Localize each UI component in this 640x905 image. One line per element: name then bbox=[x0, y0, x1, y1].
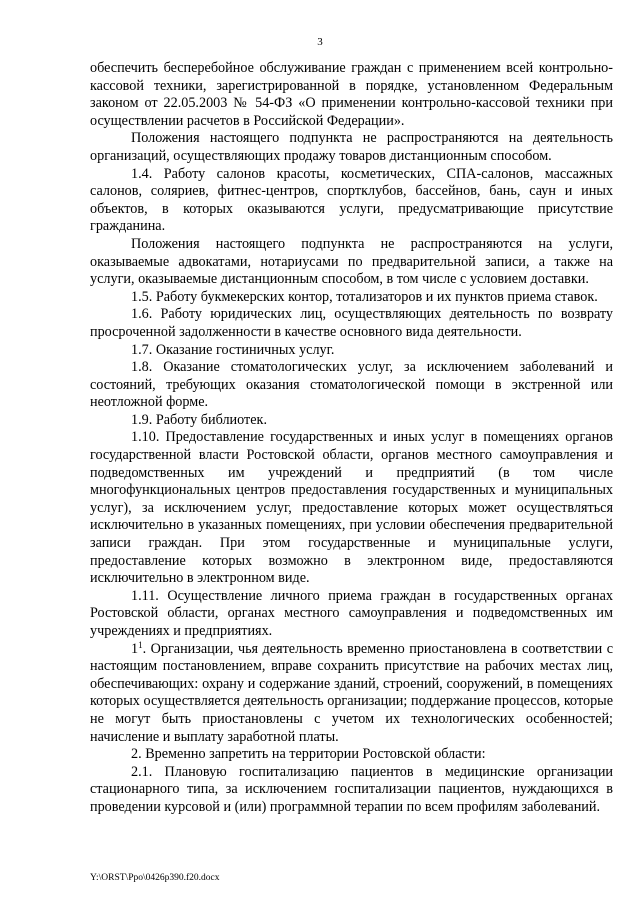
paragraph: Положения настоящего подпункта не распространяются на услуги, оказываемые адвокатами, нотариусами по предварительной записи, а также на услуги, оказываемые дистанционным способом, в том числе с условием доставки. bbox=[90, 235, 613, 288]
footnote-number: 1 bbox=[131, 640, 139, 657]
paragraph-item-1-4: 1.4. Работу салонов красоты, косметических, СПА-салонов, массажных салонов, соляриев, фитнес-центров, спортклубов, бассейнов, бань, саун и иных объектов, в которых оказываются услуги, предусматривающие присутствие гражданина. bbox=[90, 165, 613, 235]
footnote-text: . Организации, чья деятельность временно приостановлена в соответствии с настоящим постановлением, вправе сохранить присутствие на рабочих местах лиц, обеспечивающих: охрану и содержание зданий, строений, сооружений, в помещениях которых осуществляется деятельность организации; поддержание процессов, которые не могут быть приостановлены с учетом их технологических особенностей; начисление и выплату заработной платы. bbox=[90, 640, 613, 745]
paragraph-item-1-5: 1.5. Работу букмекерских контор, тотализаторов и их пунктов приема ставок. bbox=[131, 288, 598, 305]
footnote-superscript: 1 bbox=[138, 639, 143, 650]
paragraph-item-1-11: 1.11. Осуществление личного приема граждан в государственных органах Ростовской области, органах местного самоуправления и подведомственных им учреждениях и предприятиях. bbox=[90, 587, 613, 639]
paragraph-item-1-8: 1.8. Оказание стоматологических услуг, за исключением заболеваний и состояний, требующих оказания стоматологической помощи в экстренной или неотложной форме. bbox=[90, 359, 613, 411]
paragraph-item-1-6: 1.6. Работу юридических лиц, осуществляющих деятельность по возврату просроченной задолженности в качестве основного вида деятельности. bbox=[90, 306, 613, 340]
document-body bbox=[90, 60, 613, 817]
footer-file-path: Y:\ORST\Ppo\0426p390.f20.docx bbox=[90, 873, 220, 883]
paragraph: обеспечить бесперебойное обслуживание граждан с применением всей контрольно-кассовой техники, зарегистрированной в порядке, установленном Федеральным законом от 22.05.2003 № 54-ФЗ «О применении контрольно-кассовой техники при осуществлении расчетов в Российской Федерации». bbox=[90, 60, 613, 129]
paragraph-item-2: 2. Временно запретить на территории Ростовской области: bbox=[131, 746, 486, 763]
paragraph-item-1-7: 1.7. Оказание гостиничных услуг. bbox=[131, 341, 335, 358]
paragraph-item-1-9: 1.9. Работу библиотек. bbox=[131, 411, 267, 428]
page-number: 3 bbox=[317, 36, 323, 48]
paragraph-item-2-1: 2.1. Плановую госпитализацию пациентов в медицинские организации стационарного типа, за исключением госпитализации пациентов, нуждающихся в проведении курсовой и (или) программной терапии по всем профилям заболеваний. bbox=[90, 763, 613, 815]
paragraph-item-1-10: 1.10. Предоставление государственных и иных услуг в помещениях органов государственной власти Ростовской области, органов местного самоуправления и подведомственных им учреждений и предприятий (в том числе многофункциональных центров предоставления государственных и муниципальных услуг), за исключением услуг, предоставление которых может осуществляться исключительно в указанных помещениях, при условии обеспечения предварительной записи граждан. При этом государственные и муниципальные услуги, предоставление которых возможно в электронном виде, предоставляются исключительно в электронном виде. bbox=[90, 429, 613, 587]
paragraph: Положения настоящего подпункта не распространяются на деятельность организаций, осуществляющих продажу товаров дистанционным способом. bbox=[90, 130, 613, 164]
paragraph-item-1-superscript-1 bbox=[90, 641, 613, 747]
